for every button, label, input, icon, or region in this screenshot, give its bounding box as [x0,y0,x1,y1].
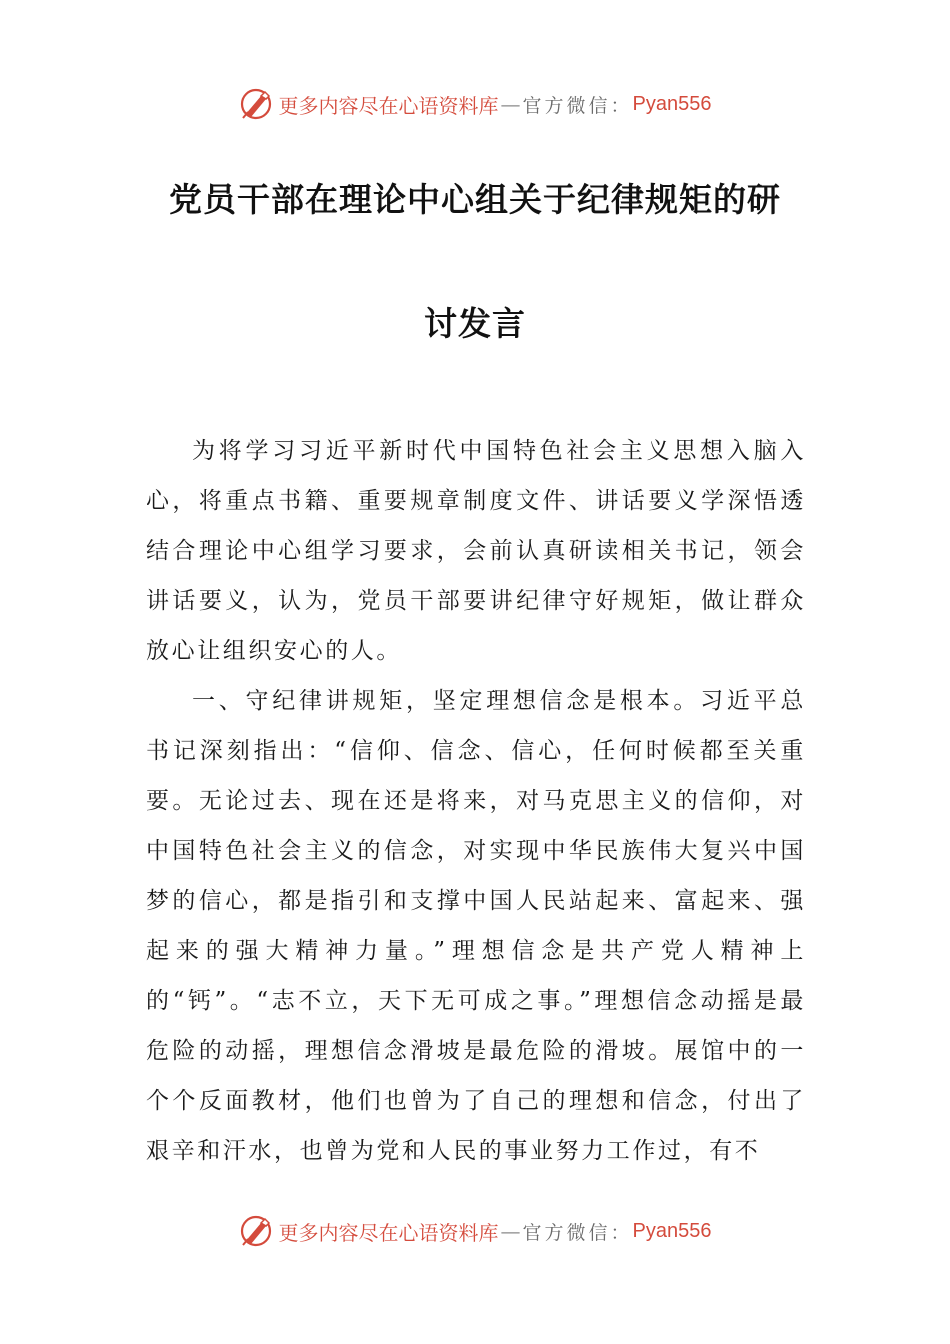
pen-nib-logo-icon [239,1214,273,1248]
document-body [146,426,806,1176]
watermark-wechat-id: Pyan556 [632,92,712,115]
paragraph-intro: 为将学习习近平新时代中国特色社会主义思想入脑入心，将重点书籍、重要规章制度文件、讲话要义学深悟透结合理论中心组学习要求，会前认真研读相关书记，领会讲话要义，认为，党员干部要讲纪律守好规矩，做让群众放心让组织安心的人。 [146,438,806,664]
watermark-banner-bottom [0,1211,950,1251]
watermark-official-label: 官方微信： [522,94,633,117]
watermark-brand-text: 更多内容尽在心语资料库 [278,1220,499,1245]
paragraph-section-one: 一、守纪律讲规矩，坚定理想信念是根本。习近平总书记深刻指出：“信仰、信念、信心，任何时候都至关重要。无论过去、现在还是将来，对马克思主义的信仰，对中国特色社会主义的信念，对实现中华民族伟大复兴中国梦的信心，都是指引和支撑中国人民站起来、富起来、强起来的强大精神力量。”理想信念是共产党人精神上的“钙”。“志不立，天下无可成之事。”理想信念动摇是最危险的动摇，理想信念滑坡是最危险的滑坡。展馆中的一个个反面教材，他们也曾为了自己的理想和信念，付出了艰辛和汗水，也曾为党和人民的事业努力工作过，有不 [146,688,806,1164]
watermark-dash: — [500,1219,521,1243]
watermark-banner-top [0,84,950,124]
watermark-official-label: 官方微信： [522,1221,633,1244]
pen-nib-logo-icon [239,87,273,121]
watermark-wechat-id: Pyan556 [632,1219,712,1242]
watermark-dash: — [500,92,521,116]
watermark-brand-text: 更多内容尽在心语资料库 [278,93,499,118]
document-title-line-1: 党员干部在理论中心组关于纪律规矩的研 [169,180,781,219]
document-title-line-2: 讨发言 [424,304,526,343]
